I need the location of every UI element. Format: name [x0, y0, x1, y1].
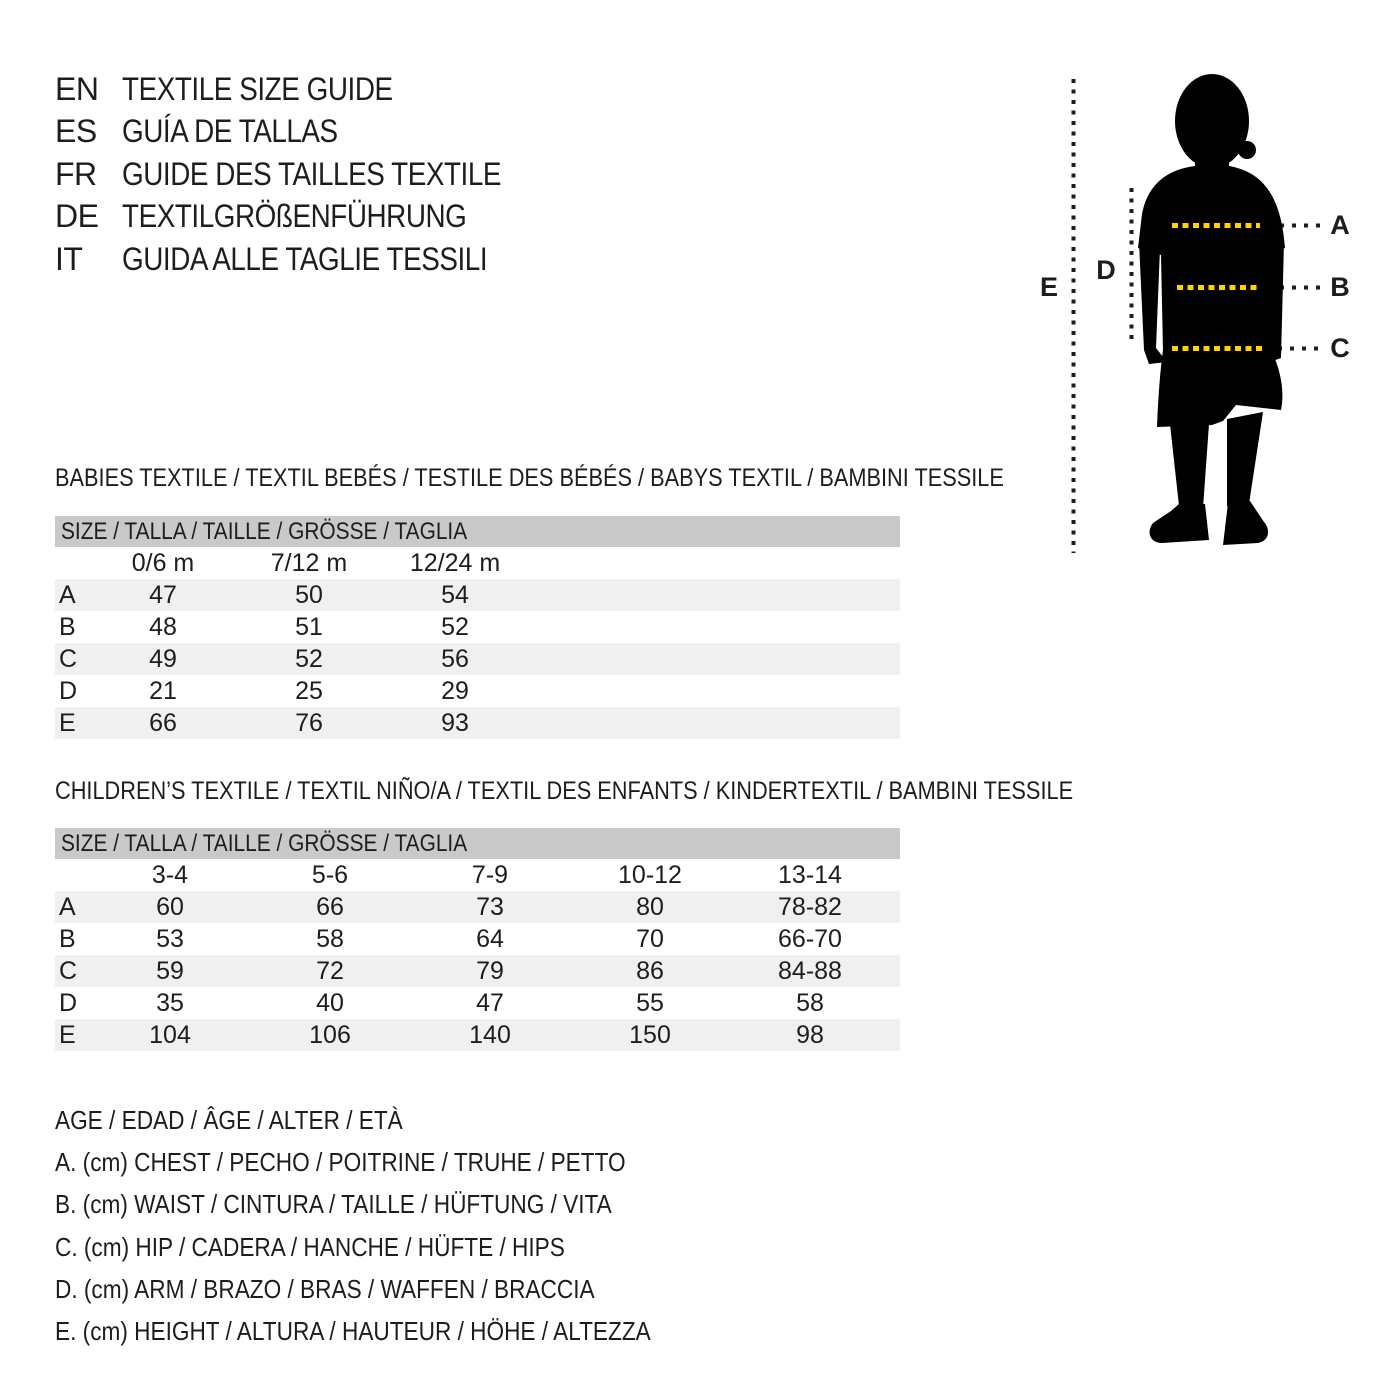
- language-title: TEXTILE SIZE GUIDE: [122, 70, 393, 107]
- table-cell: 84-88: [778, 956, 842, 985]
- measurement-legend: [55, 1099, 740, 1353]
- table-cell: 64: [476, 924, 504, 953]
- babies-column-header-row: [55, 547, 900, 579]
- children-size-table: [55, 828, 900, 1051]
- babies-size-header-text: SIZE / TALLA / TAILLE / GRÖSSE / TAGLIA: [61, 517, 468, 545]
- legend-age-row: [55, 1099, 740, 1141]
- legend-line-text: D. (cm) ARM / BRAZO / BRAS / WAFFEN / BRACCIA: [55, 1273, 595, 1304]
- children-size-header-text: SIZE / TALLA / TAILLE / GRÖSSE / TAGLIA: [61, 829, 468, 857]
- legend-line: [55, 1268, 740, 1310]
- language-title-row: [55, 153, 558, 196]
- table-cell: 52: [441, 612, 469, 641]
- legend-line: [55, 1141, 740, 1183]
- language-title: GUIDA ALLE TAGLIE TESSILI: [122, 240, 488, 277]
- legend-line-text: E. (cm) HEIGHT / ALTURA / HAUTEUR / HÖHE / ALTEZZA: [55, 1316, 651, 1347]
- language-title: GUÍA DE TALLAS: [122, 113, 338, 150]
- table-cell: 150: [629, 1020, 671, 1049]
- table-cell: 58: [316, 924, 344, 953]
- row-label: B: [59, 612, 76, 641]
- table-cell: 79: [476, 956, 504, 985]
- table-cell: 29: [441, 676, 469, 705]
- table-cell: 93: [441, 708, 469, 737]
- table-cell: 86: [636, 956, 664, 985]
- row-label: D: [59, 988, 78, 1017]
- children-size-header-bar: [55, 828, 900, 859]
- children-table-body: [55, 891, 900, 1051]
- table-cell: 98: [796, 1020, 824, 1049]
- language-code: IT: [55, 240, 83, 277]
- row-label: D: [59, 676, 78, 705]
- language-title-row: [55, 68, 558, 111]
- table-cell: 66: [316, 892, 344, 921]
- table-cell: 50: [295, 580, 323, 609]
- table-cell: 76: [295, 708, 323, 737]
- table-cell: 106: [309, 1020, 351, 1049]
- table-cell: 51: [295, 612, 323, 641]
- legend-line-text: B. (cm) WAIST / CINTURA / TAILLE / HÜFTUNG / VITA: [55, 1189, 612, 1220]
- table-cell: 54: [441, 580, 469, 609]
- table-cell: 25: [295, 676, 323, 705]
- table-cell: 48: [149, 612, 177, 641]
- measurement-figure: [1020, 60, 1400, 570]
- language-title: TEXTILGRÖßENFÜHRUNG: [122, 198, 467, 235]
- column-header: 7/12 m: [270, 548, 348, 577]
- language-code: DE: [55, 198, 99, 235]
- column-header: 7-9: [471, 860, 509, 889]
- babies-table-body: [55, 579, 900, 739]
- table-row: [55, 987, 900, 1019]
- table-cell: 78-82: [778, 892, 842, 921]
- table-cell: 66-70: [778, 924, 842, 953]
- table-cell: 49: [149, 644, 177, 673]
- child-silhouette-icon: [1138, 74, 1285, 545]
- table-cell: 58: [796, 988, 824, 1017]
- table-row: [55, 891, 900, 923]
- table-row: [55, 675, 900, 707]
- row-label: C: [59, 644, 78, 673]
- table-cell: 60: [156, 892, 184, 921]
- table-cell: 40: [316, 988, 344, 1017]
- row-label: A: [59, 892, 76, 921]
- table-row: [55, 579, 900, 611]
- label-a-chest: A: [1330, 210, 1350, 240]
- legend-lines: [55, 1141, 740, 1352]
- table-row: [55, 955, 900, 987]
- table-cell: 55: [636, 988, 664, 1017]
- row-label: C: [59, 956, 78, 985]
- table-cell: 72: [316, 956, 344, 985]
- language-code: FR: [55, 155, 97, 192]
- table-cell: 70: [636, 924, 664, 953]
- label-b-waist: B: [1330, 272, 1350, 302]
- children-column-header-row: [55, 859, 900, 891]
- legend-age-text: AGE / EDAD / ÂGE / ALTER / ETÀ: [55, 1104, 403, 1135]
- babies-size-header-bar: [55, 516, 900, 547]
- children-section-heading: [55, 775, 1225, 807]
- table-cell: 66: [149, 708, 177, 737]
- language-code: ES: [55, 113, 97, 150]
- column-header: 12/24 m: [409, 548, 501, 577]
- label-d-arm: D: [1096, 255, 1116, 285]
- column-header: 5-6: [311, 860, 349, 889]
- row-label: E: [59, 708, 76, 737]
- language-title-row: [55, 238, 558, 281]
- babies-section-heading: [55, 462, 1146, 494]
- table-cell: 59: [156, 956, 184, 985]
- table-cell: 80: [636, 892, 664, 921]
- language-code: EN: [55, 70, 99, 107]
- table-cell: 47: [476, 988, 504, 1017]
- legend-line-text: A. (cm) CHEST / PECHO / POITRINE / TRUHE / PETTO: [55, 1146, 626, 1177]
- table-row: [55, 611, 900, 643]
- column-header: 10-12: [618, 860, 682, 889]
- table-row: [55, 923, 900, 955]
- table-cell: 56: [441, 644, 469, 673]
- label-e-height: E: [1039, 272, 1059, 302]
- table-cell: 73: [476, 892, 504, 921]
- label-c-hip: C: [1330, 333, 1350, 363]
- table-cell: 53: [156, 924, 184, 953]
- column-header: 13-14: [778, 860, 842, 889]
- babies-size-table: [55, 516, 900, 739]
- legend-line: [55, 1226, 740, 1268]
- row-label: E: [59, 1020, 76, 1049]
- row-label: A: [59, 580, 76, 609]
- language-title-list: [55, 68, 558, 281]
- row-label: B: [59, 924, 76, 953]
- legend-line: [55, 1310, 740, 1352]
- table-cell: 21: [149, 676, 177, 705]
- table-cell: 52: [295, 644, 323, 673]
- table-row: [55, 643, 900, 675]
- language-title: GUIDE DES TAILLES TEXTILE: [122, 155, 502, 192]
- legend-line: [55, 1184, 740, 1226]
- table-cell: 140: [469, 1020, 511, 1049]
- language-title-row: [55, 111, 558, 154]
- column-header: 0/6 m: [131, 548, 195, 577]
- table-cell: 104: [149, 1020, 191, 1049]
- legend-line-text: C. (cm) HIP / CADERA / HANCHE / HÜFTE / HIPS: [55, 1231, 565, 1262]
- column-header: 3-4: [151, 860, 189, 889]
- table-cell: 35: [156, 988, 184, 1017]
- table-row: [55, 707, 900, 739]
- children-section-heading-text: CHILDREN’S TEXTILE / TEXTIL NIÑO/A / TEXTIL DES ENFANTS / KINDERTEXTIL / BAMBINI TESSILE: [55, 777, 1074, 805]
- table-cell: 47: [149, 580, 177, 609]
- babies-section-heading-text: BABIES TEXTILE / TEXTIL BEBÉS / TESTILE DES BÉBÉS / BABYS TEXTIL / BAMBINI TESSILE: [55, 464, 1004, 492]
- table-row: [55, 1019, 900, 1051]
- language-title-row: [55, 196, 558, 239]
